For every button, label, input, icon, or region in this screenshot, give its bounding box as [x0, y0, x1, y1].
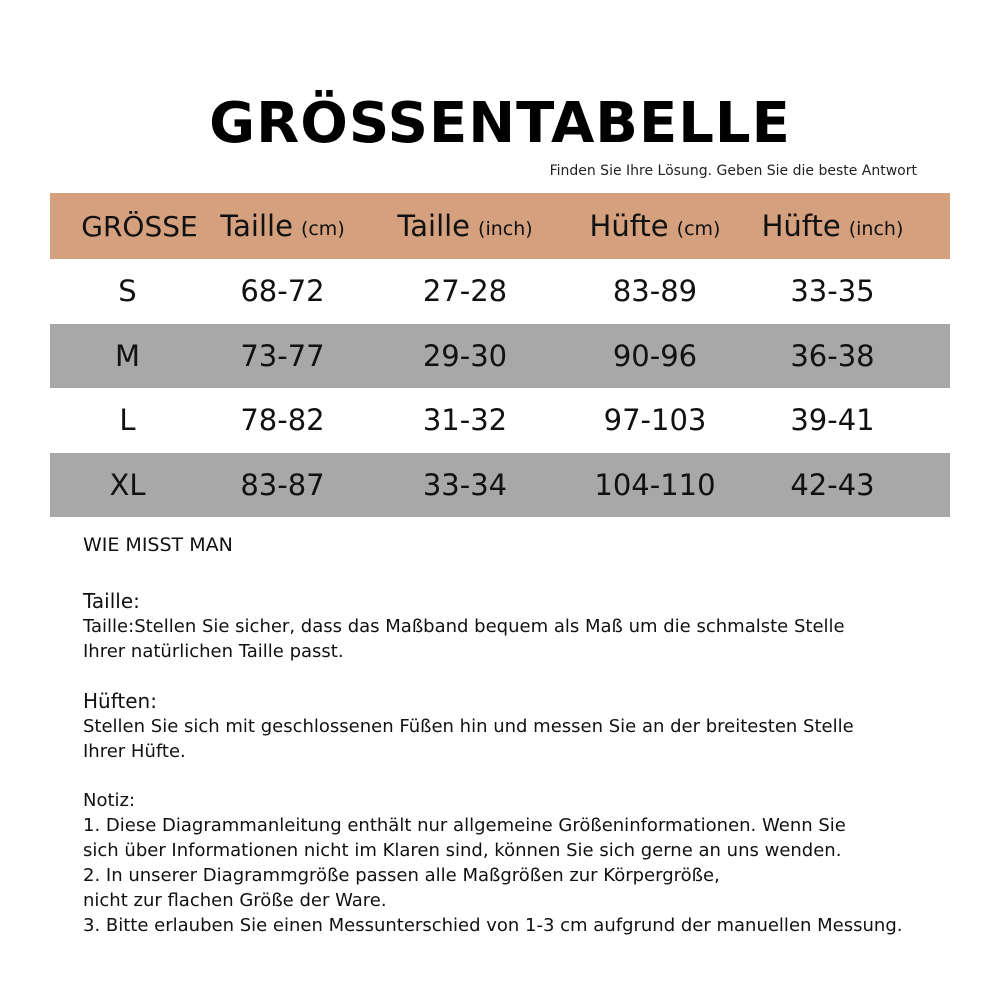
table-cell-hip-cm: 104-110	[594, 467, 716, 502]
page-title: GRÖSSENTABELLE	[209, 91, 791, 156]
table-cell-waist-cm: 73-77	[240, 338, 325, 373]
table-row	[50, 259, 950, 324]
table-cell-waist-inch: 31-32	[422, 403, 508, 438]
header-size-label: GRÖSSE	[81, 209, 198, 243]
table-cell-size: XL	[109, 467, 146, 502]
table-cell-size: M	[114, 338, 141, 373]
hip-instructions	[83, 688, 953, 764]
notes	[83, 788, 953, 938]
note-line: 1. Diese Diagrammanleitung enthält nur allgemeine Größeninformationen. Wenn Sie	[83, 815, 846, 836]
note-line: nicht zur flachen Größe der Ware.	[83, 890, 387, 911]
table-cell-hip-inch: 42-43	[790, 467, 875, 502]
table-row	[50, 388, 950, 453]
table-cell-hip-inch: 33-35	[790, 274, 875, 309]
hips-title: Hüften:	[83, 689, 157, 713]
header-hip-inch-unit: (inch)	[848, 218, 904, 240]
waist-title: Taille:	[83, 589, 140, 613]
page-subtitle: Finden Sie Ihre Lösung. Geben Sie die beste Antwort	[549, 163, 917, 179]
size-table	[50, 193, 950, 517]
header-waist-inch-unit: (inch)	[478, 218, 533, 240]
table-cell-waist-inch: 33-34	[422, 467, 508, 502]
waist-text-line: Taille:Stellen Sie sicher, dass das Maßband bequem als Maß um die schmalste Stelle	[83, 616, 845, 637]
table-cell-hip-cm: 90-96	[612, 338, 698, 373]
instructions-heading: WIE MISST MAN	[83, 534, 233, 556]
table-header-row	[50, 193, 950, 259]
note-line: 3. Bitte erlauben Sie einen Messunterschied von 1-3 cm aufgrund der manuellen Messung.	[83, 915, 903, 936]
header-waist-inch	[360, 193, 570, 259]
header-hip-cm-unit: (cm)	[676, 218, 721, 240]
note-line: 2. In unserer Diagrammgröße passen alle Maßgrößen zur Körpergröße,	[83, 865, 720, 886]
header-size	[62, 193, 217, 259]
notes-title: Notiz:	[83, 790, 136, 811]
table-cell-size: S	[118, 274, 137, 309]
table-cell-waist-cm: 78-82	[240, 403, 325, 438]
header-waist-cm	[205, 193, 360, 259]
header-hip-cm	[570, 193, 740, 259]
waist-text-line: Ihrer natürlichen Taille passt.	[83, 641, 344, 662]
table-cell-waist-inch: 27-28	[422, 274, 508, 309]
header-waist-cm-unit: (cm)	[300, 218, 345, 240]
hips-text-line: Ihrer Hüfte.	[83, 741, 186, 762]
header-hip-inch	[740, 193, 925, 259]
table-cell-waist-cm: 68-72	[240, 274, 325, 309]
header-hip-cm-label: Hüfte	[589, 209, 669, 243]
table-row	[50, 324, 950, 389]
table-cell-hip-cm: 97-103	[603, 403, 707, 438]
waist-instructions	[83, 588, 953, 664]
table-cell-hip-cm: 83-89	[612, 274, 698, 309]
table-cell-waist-cm: 83-87	[240, 467, 325, 502]
measuring-instructions	[83, 533, 953, 962]
table-cell-hip-inch: 39-41	[790, 403, 875, 438]
table-row	[50, 453, 950, 518]
note-line: sich über Informationen nicht im Klaren sind, können Sie sich gerne an uns wenden.	[83, 840, 842, 861]
header-waist-cm-label: Taille	[220, 209, 293, 243]
header-hip-inch-label: Hüfte	[761, 209, 841, 243]
table-cell-size: L	[119, 403, 136, 438]
table-cell-waist-inch: 29-30	[422, 338, 508, 373]
header-waist-inch-label: Taille	[397, 209, 471, 243]
hips-text-line: Stellen Sie sich mit geschlossenen Füßen hin und messen Sie an der breitesten Stelle	[83, 716, 854, 737]
table-cell-hip-inch: 36-38	[790, 338, 875, 373]
